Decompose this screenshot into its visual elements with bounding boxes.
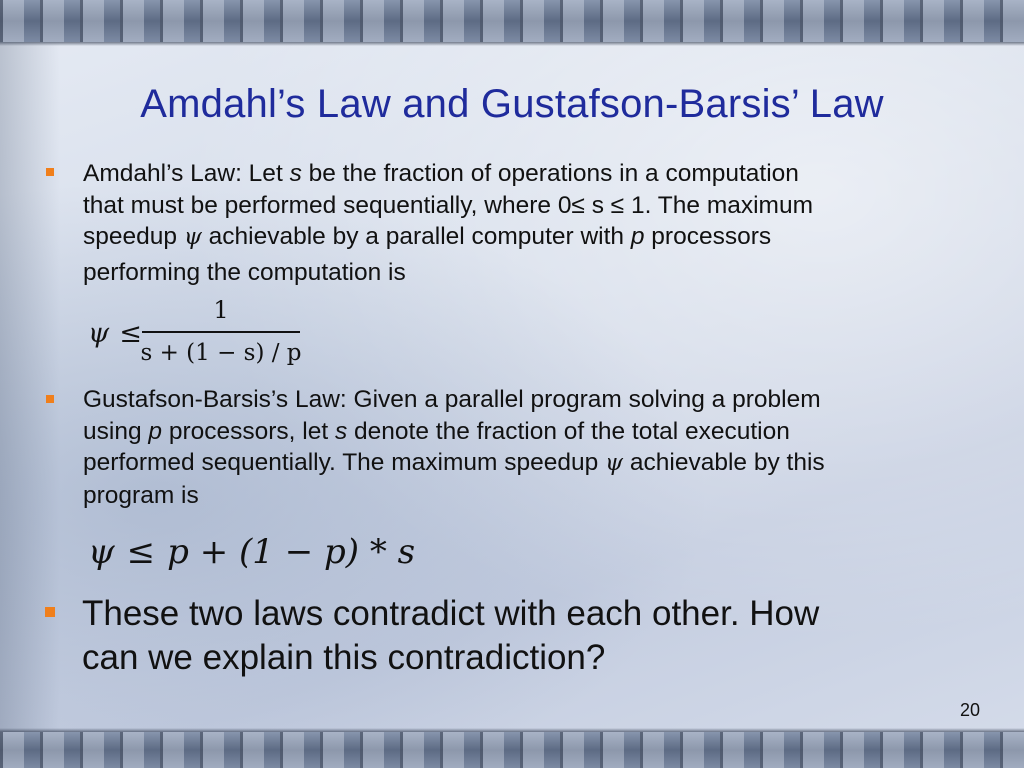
formula-1-numerator: 1 <box>213 296 229 324</box>
bullet-3-text <box>82 592 819 680</box>
formula-2: ψ ≤ p + (1 − p) * s <box>88 532 416 572</box>
bullet-3-line-2: can we explain this contradiction? <box>82 638 606 677</box>
left-shading <box>0 42 60 732</box>
bullet-2-text <box>83 384 825 511</box>
slide-title: Amdahl’s Law and Gustafson-Barsis’ Law <box>140 82 884 126</box>
bottom-decorative-band <box>0 732 1024 768</box>
bullet-1-line-2: that must be performed sequentially, where 0≤ s ≤ 1. The maximum <box>83 191 813 219</box>
formula-1-fraction-bar <box>142 331 300 333</box>
bullet-marker-3 <box>45 607 55 617</box>
bullet-1-line-3: speedup ψ achievable by a parallel computer with p processors <box>83 223 772 250</box>
bullet-marker-2 <box>46 395 54 403</box>
bottom-band-shadow <box>0 728 1024 732</box>
formula-1-lhs: ψ ≤ <box>88 318 142 349</box>
bullet-marker-1 <box>46 168 54 176</box>
top-decorative-band <box>0 0 1024 42</box>
formula-1-denominator: s + (1 − s) / p <box>140 340 302 366</box>
top-band-shadow <box>0 42 1024 46</box>
bullet-2-line-1: Gustafson-Barsis’s Law: Given a parallel program solving a problem <box>83 386 821 413</box>
bullet-1-line-1: Amdahl’s Law: Let s be the fraction of operations in a computation <box>83 160 799 187</box>
bullet-2-line-4: program is <box>83 481 199 509</box>
bullet-2-line-2: using p processors, let s denote the fraction of the total execution <box>83 417 790 445</box>
page-number: 20 <box>959 700 980 720</box>
bullet-1-line-4: performing the computation is <box>83 258 406 286</box>
bullet-3-line-1: These two laws contradict with each other. How <box>82 594 820 633</box>
bullet-2-line-3: performed sequentially. The maximum speedup ψ achievable by this <box>83 449 825 476</box>
bullet-1-text <box>83 158 813 288</box>
